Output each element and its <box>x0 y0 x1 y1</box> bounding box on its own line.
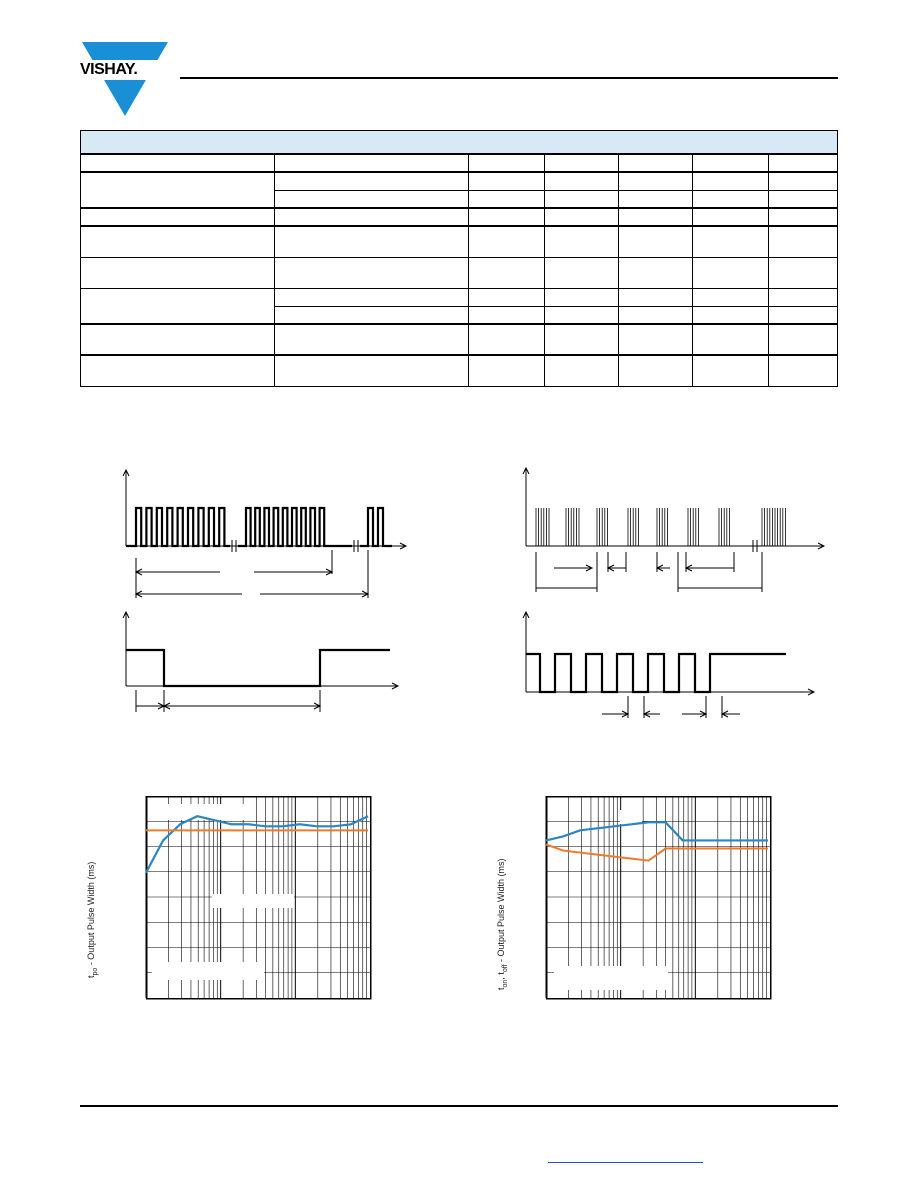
spec-table <box>80 130 838 387</box>
chart-left-ylabel: $t_{po}$ - Output Pulse Width (ms) <box>86 861 99 978</box>
timing-diagram-output-right <box>510 612 830 722</box>
legend-box-3 <box>152 962 264 980</box>
header-rule <box>180 77 838 79</box>
footer-link-underline[interactable] <box>548 1162 703 1163</box>
footer-rule <box>80 1105 838 1107</box>
chart-right-ylabel: $t_{on}$, $t_{off}$ - Output Pulse Width (ms) <box>496 858 509 990</box>
legend-box-r1 <box>620 810 642 824</box>
chart-left <box>146 796 372 1000</box>
table-title-bar <box>81 131 838 155</box>
legend-box-2 <box>212 894 294 908</box>
timing-diagram-output-left <box>110 612 410 722</box>
series-orange-right <box>546 844 768 860</box>
series-blue-left <box>146 816 368 873</box>
legend-box-r2 <box>624 872 642 886</box>
timing-diagram-burst-left <box>110 470 410 600</box>
vishay-logo <box>80 42 172 116</box>
brand-wordmark: VISHAY. <box>80 61 138 78</box>
series-blue-right <box>546 822 768 840</box>
legend-box-r3 <box>554 966 668 990</box>
chart-right <box>546 796 772 1000</box>
timing-diagram-burst-right <box>510 468 830 598</box>
